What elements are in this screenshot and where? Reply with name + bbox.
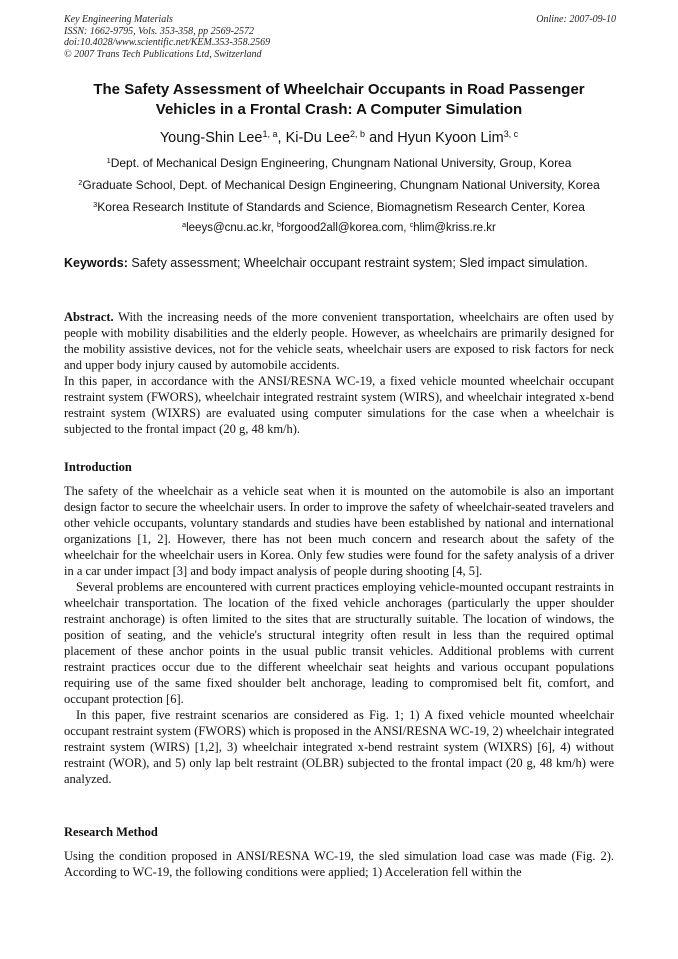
author-name: Ki-Du Lee bbox=[285, 130, 351, 146]
section-heading-introduction: Introduction bbox=[64, 460, 132, 474]
author-affiliation-mark: 1, a bbox=[262, 129, 278, 140]
author-affiliation-mark: 2, b bbox=[350, 129, 366, 140]
email-list bbox=[40, 222, 638, 234]
abstract bbox=[64, 309, 614, 437]
email-address: hlim@kriss.re.kr bbox=[413, 222, 496, 234]
keywords-label: Keywords: bbox=[64, 256, 128, 270]
issn-line: ISSN: 1662-9795, Vols. 353-358, pp 2569-2572 bbox=[64, 25, 254, 37]
author-name: Young-Shin Lee bbox=[159, 130, 263, 146]
keywords bbox=[64, 256, 614, 272]
affiliation bbox=[40, 200, 638, 214]
email-mark: c bbox=[409, 221, 414, 230]
abstract-label: Abstract. bbox=[64, 310, 114, 324]
doi-line: doi:10.4028/www.scientific.net/KEM.353-358.2569 bbox=[64, 37, 271, 48]
email-mark: b bbox=[277, 221, 282, 230]
intro-paragraph: The safety of the wheelchair as a vehicle seat when it is mounted on the automobile is also an important design factor to secure the wheelchair users. In order to improve the safety of wheelchair-seated travelers and other vehicle occupants, voluntary standards and studies have been established by national and international organizations [1, 2]. However, there has not been much concern and research about the safety of the wheelchair for the wheelchair users in Korea. Only few studies were found for the safety analysis of a driver in a car under impact [3] and body impact analysis of people during shooting [4, 5]. bbox=[64, 484, 614, 578]
affiliation-mark: 3 bbox=[93, 199, 98, 209]
author-separator: , bbox=[277, 130, 286, 146]
journal-name: Key Engineering Materials bbox=[64, 14, 173, 25]
abstract-paragraph bbox=[64, 309, 614, 373]
title-line-1: The Safety Assessment of Wheelchair Occupants in Road Passenger bbox=[93, 81, 585, 98]
intro-paragraph: Several problems are encountered with current practices employing vehicle-mounted occupant restraints in wheelchair transportation. The location of the fixed vehicle anchorages (particularly the upper shoulder restraint anchorage) is often limited to the sites that are structurally suitable. The location of windows, the position of seating, and the vehicle's structural integrity often result in less than the required optimal placement of these anchor points in the usual public transit vehicles. Additional problems with current restraint practices occur due to the different wheelchair seat heights and various occupant populations requiring use of the same fixed shoulder belt anchorage, leading to compromised belt fit, comfort, and occupant protection [6]. bbox=[64, 580, 614, 706]
affiliation bbox=[40, 156, 638, 170]
abstract-paragraph: In this paper, in accordance with the ANSI/RESNA WC-19, a fixed vehicle mounted wheelchair occupant restraint system (FWORS), wheelchair integrated restraint system (WIRS), and wheelchair integrated x-bend restraint system (WIXRS) are evaluated using computer simulations for the case when a wheelchair is subjected to the frontal impact (20 g, 48 km/h). bbox=[64, 374, 614, 436]
keywords-text: Safety assessment; Wheelchair occupant restraint system; Sled impact simulation. bbox=[127, 256, 588, 270]
email-address: forgood2all@korea.com bbox=[281, 222, 404, 234]
affiliation-mark: 1 bbox=[106, 155, 111, 165]
introduction-body bbox=[64, 483, 614, 787]
title-line-2: Vehicles in a Frontal Crash: A Computer Simulation bbox=[155, 100, 523, 118]
affiliation-text: Dept. of Mechanical Design Engineering, Chungnam National University, Group, Korea bbox=[110, 156, 572, 170]
intro-paragraph: In this paper, five restraint scenarios are considered as Fig. 1; 1) A fixed vehicle mounted wheelchair occupant restraint system (FWORS) which is proposed in the ANSI/RESNA WC-19, 2) wheelchair integrated restraint system (WIRS) [1,2], 3) wheelchair integrated x-bend restraint system (WIXRS) [6], 4) without restraint (WOR), and 5) only lap belt restraint (OLBR) subjected to the frontal impact (20 g, 48 km/h) were analyzed. bbox=[64, 708, 614, 786]
email-separator: , bbox=[403, 222, 410, 234]
affiliation-text: Graduate School, Dept. of Mechanical Design Engineering, Chungnam National University, Korea bbox=[82, 178, 600, 192]
method-paragraph: Using the condition proposed in ANSI/RESNA WC-19, the sled simulation load case was made (Fig. 2). According to WC-19, the following conditions were applied; 1) Acceleration fell within the bbox=[64, 849, 614, 879]
author-separator: and bbox=[365, 130, 398, 146]
section-heading-research-method: Research Method bbox=[64, 825, 158, 839]
affiliation-mark: 2 bbox=[78, 177, 83, 187]
email-separator: , bbox=[270, 222, 278, 234]
paper-title bbox=[64, 80, 614, 119]
author-name: Hyun Kyoon Lim bbox=[397, 130, 504, 146]
research-method-body bbox=[64, 848, 614, 880]
affiliation-text: Korea Research Institute of Standards and Science, Biomagnetism Research Center, Korea bbox=[97, 200, 585, 214]
abstract-text: With the increasing needs of the more convenient transportation, wheelchairs are often used by people with mobility disabilities and the elderly people. However, as wheelchairs are primarily designed for the mobility assistive devices, not for the vehicle seats, wheelchair users are exposed to risk factors for neck and upper body injury caused by automobile accidents. bbox=[64, 310, 614, 372]
email-mark: a bbox=[182, 221, 187, 230]
author-list bbox=[64, 130, 614, 146]
journal-header bbox=[64, 14, 616, 60]
email-address: leeys@cnu.ac.kr bbox=[186, 222, 271, 234]
author-affiliation-mark: 3, c bbox=[503, 129, 519, 140]
affiliation bbox=[40, 178, 638, 192]
copyright-line: © 2007 Trans Tech Publications Ltd, Switzerland bbox=[64, 48, 262, 60]
online-date: Online: 2007-09-10 bbox=[536, 14, 616, 25]
